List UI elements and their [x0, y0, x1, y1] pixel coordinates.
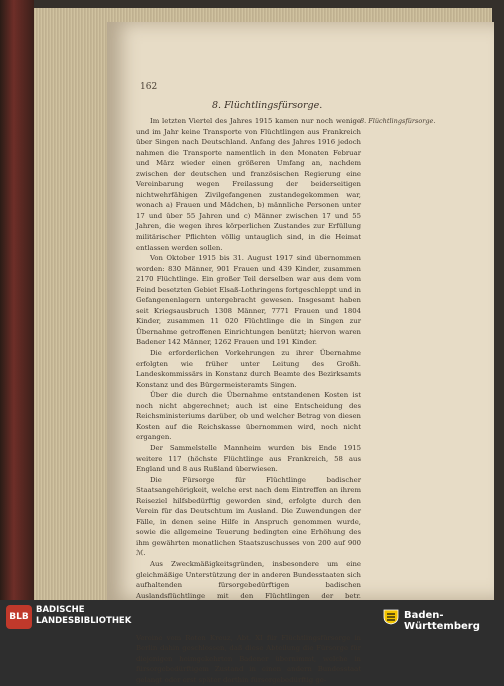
coat-of-arms-icon [382, 608, 400, 625]
book-binding [0, 0, 34, 600]
blb-logo[interactable]: BLB [6, 605, 32, 629]
paragraph: Die Fürsorge für Flüchtlinge badischer Staatsangehörigkeit, welche erst nach dem Eintreffen an ihrem Reiseziel hilfsbedürftig geworden sind, erfolgte durch den Verein für das Deutschtum im Ausland. Die Zuwendungen der Fälle, in denen seine Hilfe in Anspruch genommen wurde, sowie die allgemeine Teuerung bedingten eine Erhöhung des ihm gewährten monatlichen Staatszuschusses von 200 auf 900 ℳ. [136, 475, 361, 558]
section-heading: 8. Flüchtlingsfürsorge. [212, 100, 323, 111]
paragraph: Von Oktober 1915 bis 31. August 1917 sind übernommen worden: 830 Männer, 901 Frauen und 439 Kinder, zusammen 2170 Flüchtlinge. Ein großer Teil derselben war aus dem vom Feind besetzten Gebiet Elsaß-Lothringens fortgeschleppt und in Gefangenenlagern untergebracht gewesen. Insgesamt haben seit Kriegsausbruch 1308 Männer, 7771 Frauen und 1804 Kinder, zusammen 11 020 Flüchtlinge die in Singen zur Übernahme getroffenen Einrichtungen benützt; hiervon waren Badener 142 Männer, 1262 Frauen und 191 Kinder. [136, 254, 361, 347]
state-name: Baden-Württemberg [404, 610, 480, 632]
margin-note: 8. Flüchtlingsfürsorge. [360, 117, 436, 125]
paragraph: Die erforderlichen Vorkehrungen zu ihrer Übernahme erfolgten wie früher unter Leitung des Großh. Landeskommissärs in Konstanz durch Beamte des Bezirksamts Konstanz und des Bürgermeisteramts Singen. [136, 349, 361, 389]
page-number: 162 [140, 82, 158, 92]
library-name-line1: BADISCHE [36, 605, 85, 615]
paragraph: Aus Zweckmäßigkeitsgründen, insbesondere um eine gleichmäßige Unterstützung der in anderen Bundesstaaten sich aufhaltenden fürsorgebedürftigen badischen Auslandsflüchtlinge mit den Flüchtlingen der betr. Vereine vom Roten Kreuz, Abt. XI für Flüchtlingsfürsorge in Berlin dahin geschlossen, daß diese Abteilung die Fürsorge für diejenigen heimgekehrten Badener übernimmt, welche in fürsorgebedürftigem Zustand in einen andern Bundesstaat gelangt oder erst später dorthin fürsorgebedürftig ge- [136, 559, 361, 684]
paragraph: Der Sammelstelle Mannheim wurden bis Ende 1915 weitere 117 (höchste Flüchtlinge aus Frankreich, 58 aus England und 8 aus Rußland überwiesen. [136, 443, 361, 474]
footer-bar [0, 600, 504, 633]
paragraph: Im letzten Viertel des Jahres 1915 kamen nur noch wenige und im Jahr keine Transporte von Flüchtlingen aus Frankreich über Singen nach Deutschland. Anfang des Jahres 1916 jedoch nahmen die Transporte namentlich in den Monaten Februar und März wieder einen größeren Umfang an, nachdem zwischen der deutschen und französischen Regierung eine Vereinbarung wegen Freilassung der beiderseitigen nichtwehrfähigen Zivilgefangenen zustandegekommen war, wonach a) Frauen und Mädchen, b) männliche Personen unter 17 und über 55 Jahren und c) Männer zwischen 17 und 55 Jahren, die wegen ihres körperlichen Zustandes zur Erfüllung militärischer Pflichten völlig untauglich sind, in die Heimat entlassen werden sollen. [136, 117, 361, 252]
library-name-line2: LANDESBIBLIOTHEK [36, 616, 132, 626]
library-name [36, 605, 131, 627]
paragraph: Über die durch die Übernahme entstandenen Kosten ist noch nicht abgerechnet; auch ist eine Entscheidung des Reichsministeriums darüber, ob und welcher Betrag von diesen Kosten auf die Reichskasse übernommen wird, noch nicht ergangen. [136, 391, 361, 442]
